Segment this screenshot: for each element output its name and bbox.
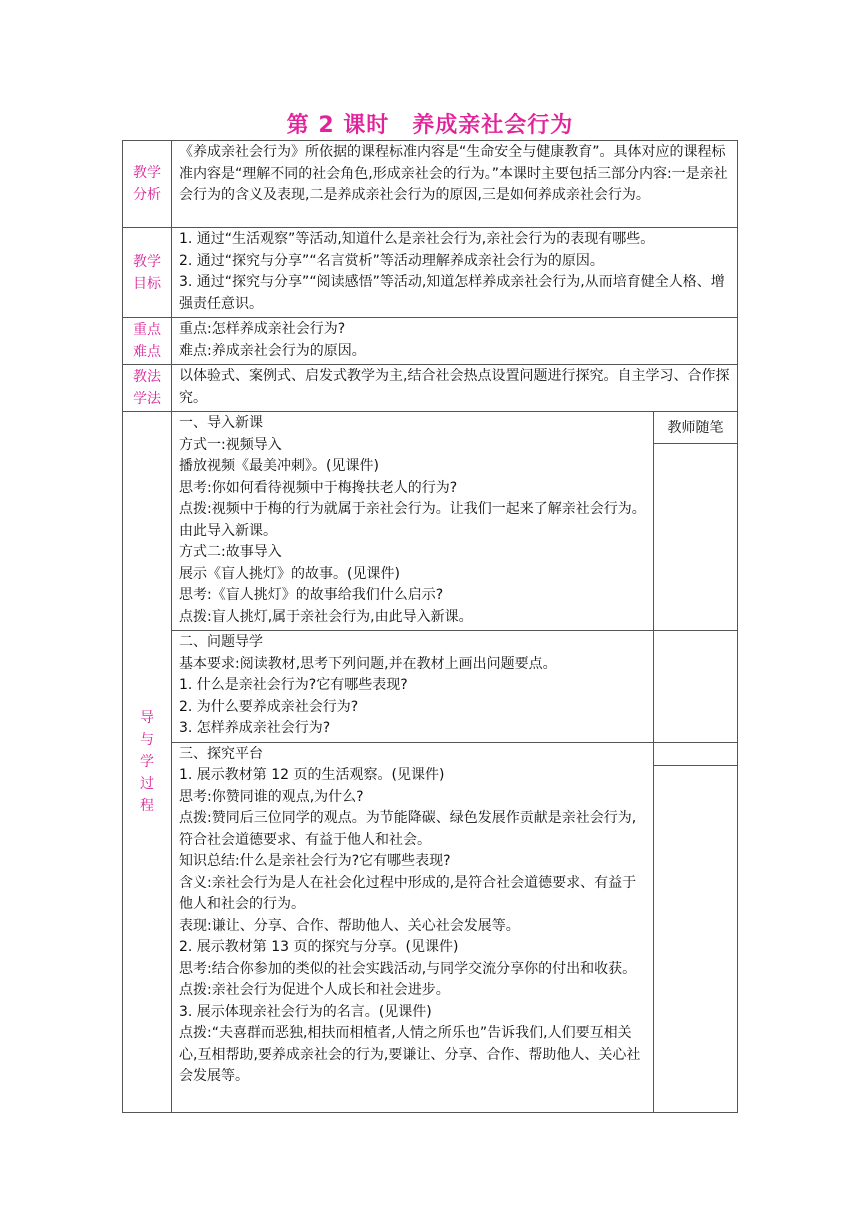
focus-row bbox=[123, 318, 738, 365]
section-exploration: 三、探究平台 1. 展示教材第 12 页的生活观察。(见课件) 思考:你赞同谁的观点,为什么? 点拨:赞同后三位同学的观点。为节能降碳、绿色发展作贡献是亲社会行为,符合社会道德要求、有益于他人和社会。 知识总结:什么是亲社会行为?它有哪些表现? 含义:亲社会行为是人在社会化过程中形成的,是符合社会道德要求、有益于他人和社会的行为。 表现:谦让、分享、合作、帮助他人、关心社会发展等。 2. 展示教材第 13 页的探究与分享。(见课件) 思考:结合你参加的类似的社会实践活动,与同学交流分享你的付出和收获。 点拨:亲社会行为促进个人成长和社会进步。 3. 展示体现亲社会行为的名言。(见课件) 点拨:“夫喜群而恶独,相扶而相植者,人情之所乐也”告诉我们,人们要互相关心,互相帮助,要养成亲社会的行为,要谦让、分享、合作、帮助他人、关心社会发展等。 bbox=[172, 742, 654, 1112]
analysis-text: 《养成亲社会行为》所依据的课程标准内容是“生命安全与健康教育”。具体对应的课程标准内容是“理解不同的社会角色,形成亲社会的行为。”本课时主要包括三部分内容:一是亲社会行为的含义及表现,二是养成亲社会行为的原因,三是如何养成亲社会行为。 bbox=[172, 141, 738, 228]
teacher-notes-cell[interactable] bbox=[654, 631, 738, 743]
analysis-row bbox=[123, 141, 738, 228]
focus-text bbox=[172, 318, 738, 365]
key-point: 重点:怎样养成亲社会行为? bbox=[179, 321, 346, 337]
teacher-notes-header: 教师随笔 bbox=[654, 412, 737, 444]
teacher-notes-cell[interactable] bbox=[654, 742, 738, 1112]
notes-divider bbox=[654, 743, 737, 766]
page-title: 第 2 课时 养成亲社会行为 bbox=[286, 113, 574, 138]
section-intro: 一、导入新课 方式一:视频导入 播放视频《最美冲刺》。(见课件) 思考:你如何看待视频中于梅搀扶老人的行为? 点拨:视频中于梅的行为就属于亲社会行为。让我们一起来了解亲社会行为。由此导入新课。 方式二:故事导入 展示《盲人挑灯》的故事。(见课件) 思考:《盲人挑灯》的故事给我们什么启示? 点拨:盲人挑灯,属于亲社会行为,由此导入新课。 bbox=[172, 412, 654, 631]
goals-row bbox=[123, 228, 738, 318]
goal-item: 2. 通过“探究与分享”“名言赏析”等活动理解养成亲社会行为的原因。 bbox=[179, 252, 604, 269]
process-section-3 bbox=[123, 742, 738, 1112]
goal-item: 1. 通过“生活观察”等活动,知道什么是亲社会行为,亲社会行为的表现有哪些。 bbox=[179, 231, 655, 247]
teacher-notes-cell[interactable] bbox=[654, 412, 738, 631]
analysis-label: 教学 分析 bbox=[123, 141, 172, 228]
process-section-1 bbox=[123, 412, 738, 631]
methods-label: 教法 学法 bbox=[123, 365, 172, 412]
goals-text bbox=[172, 228, 738, 318]
process-label: 导 与 学 过 程 bbox=[123, 412, 172, 1113]
goals-label: 教学 目标 bbox=[123, 228, 172, 318]
section-guided-questions: 二、问题导学 基本要求:阅读教材,思考下列问题,并在教材上画出问题要点。 1. 什么是亲社会行为?它有哪些表现? 2. 为什么要养成亲社会行为? 3. 怎样养成亲社会行为? bbox=[172, 631, 654, 743]
process-section-2 bbox=[123, 631, 738, 743]
methods-text: 以体验式、案例式、启发式教学为主,结合社会热点设置问题进行探究。自主学习、合作探究。 bbox=[172, 365, 738, 412]
focus-label: 重点 难点 bbox=[123, 318, 172, 365]
goal-item: 3. 通过“探究与分享”“阅读感悟”等活动,知道怎样养成亲社会行为,从而培育健全人格、增强责任意识。 bbox=[179, 274, 725, 312]
methods-row bbox=[123, 365, 738, 412]
difficult-point: 难点:养成亲社会行为的原因。 bbox=[179, 342, 366, 359]
lesson-plan-table bbox=[122, 140, 738, 1113]
